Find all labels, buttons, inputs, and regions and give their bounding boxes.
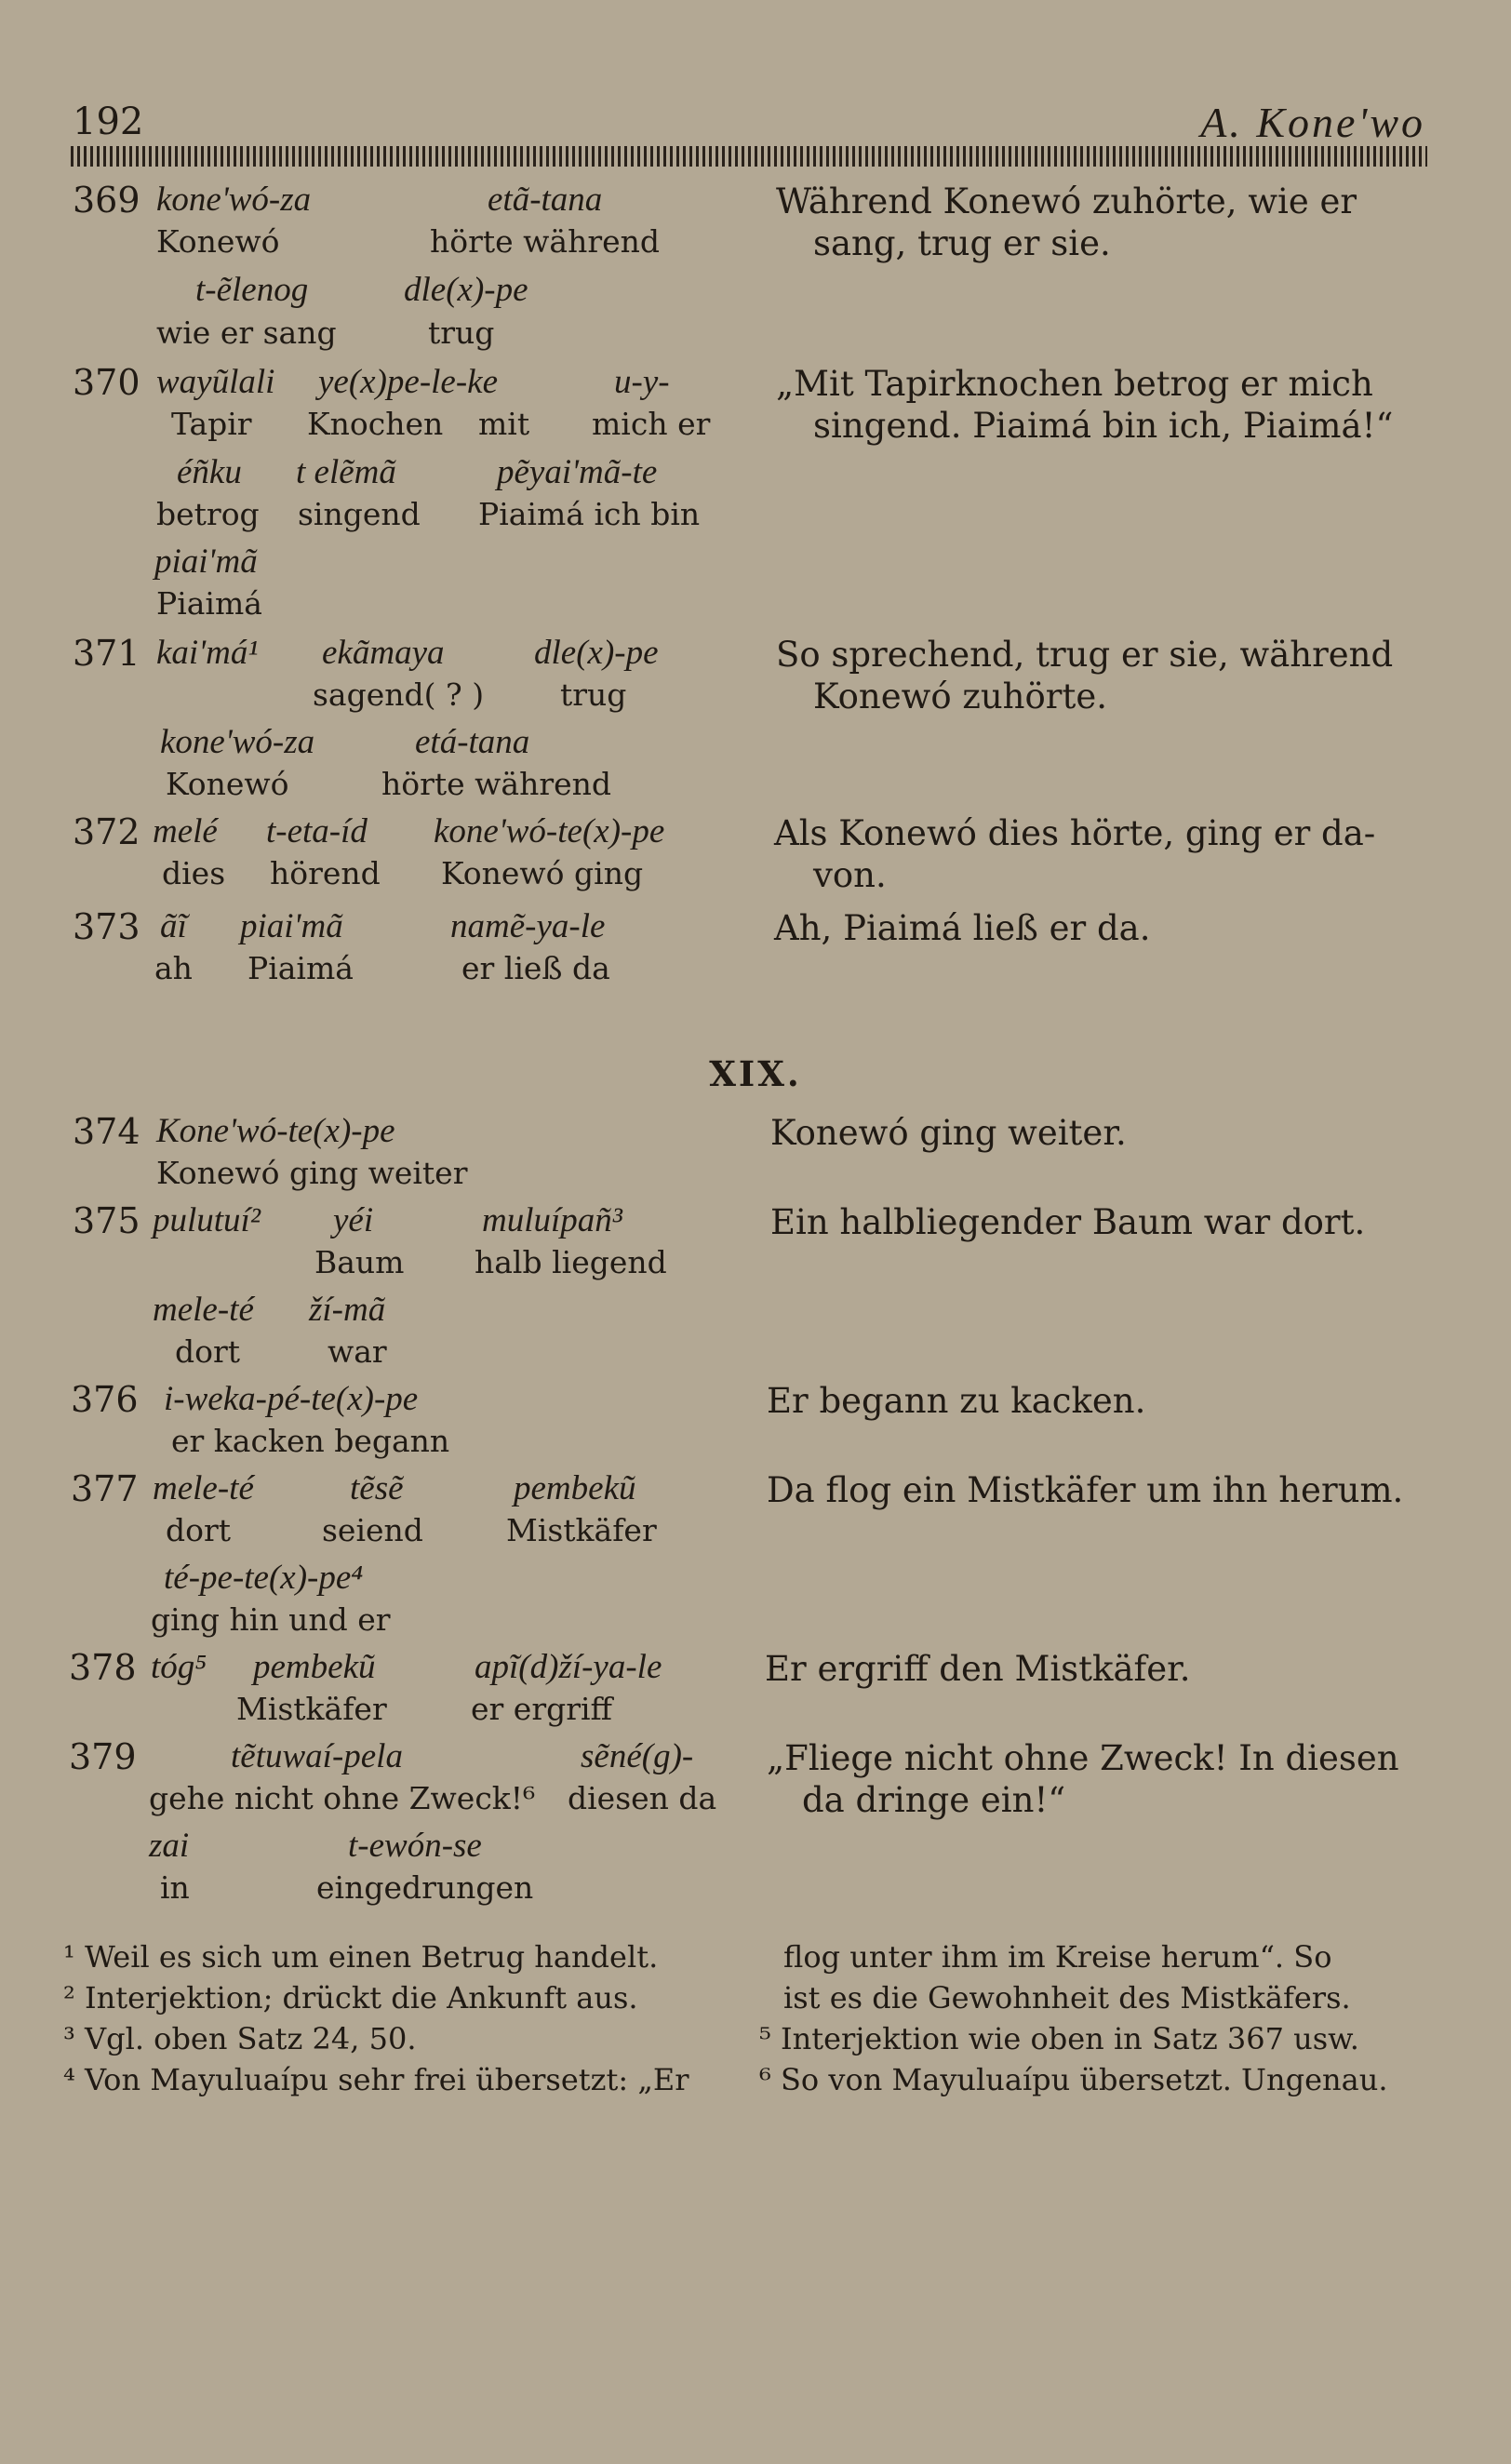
translation-line: singend. Piaimá bin ich, Piaimá!“	[813, 406, 1394, 446]
gloss-word: Mistkäfer	[236, 1691, 387, 1727]
footnote-line: ⁴ Von Mayuluaípu sehr frei übersetzt: „Er	[63, 2062, 689, 2097]
original-word: piai'mã	[154, 542, 258, 581]
original-word: kone'wó-za	[156, 181, 312, 219]
gloss-word: mit	[478, 406, 530, 442]
gloss-word: er ergriff	[471, 1691, 612, 1727]
gloss-word: diesen da	[568, 1780, 717, 1816]
original-word: yéi	[333, 1201, 374, 1239]
sentence-number: 373	[73, 906, 140, 947]
gloss-word: ah	[154, 950, 193, 986]
gloss-word: Piaimá	[156, 585, 262, 622]
gloss-word: singend	[298, 496, 421, 532]
gloss-word: Tapir	[171, 406, 252, 442]
translation-line: „Mit Tapirknochen betrog er mich	[776, 364, 1373, 404]
sentence-number: 376	[71, 1379, 139, 1420]
original-word: kai'má¹	[156, 634, 259, 672]
original-word: pembekũ	[253, 1648, 376, 1686]
gloss-word: eingedrungen	[316, 1869, 534, 1906]
original-word: mele-té	[153, 1469, 254, 1507]
gloss-word: er kacken begann	[171, 1423, 450, 1459]
original-word: pulutuí²	[153, 1201, 261, 1239]
gloss-word: in	[160, 1869, 190, 1906]
original-word: dle(x)-pe	[534, 634, 659, 672]
translation-line: „Fliege nicht ohne Zweck! In diesen	[767, 1738, 1399, 1778]
original-word: kone'wó-te(x)-pe	[434, 812, 665, 850]
translation-line: sang, trug er sie.	[813, 223, 1111, 263]
gloss-word: Konewó	[156, 223, 280, 260]
footnote-line: ³ Vgl. oben Satz 24, 50.	[63, 2021, 417, 2056]
original-word: t-eta-íd	[266, 812, 368, 850]
original-word: pẽyai'mã-te	[497, 453, 658, 491]
sentence-number: 370	[73, 362, 140, 403]
original-word: i-weka-pé-te(x)-pe	[164, 1380, 419, 1418]
original-word: éñku	[177, 453, 242, 491]
original-word: ye(x)pe-le-ke	[318, 363, 499, 401]
translation-line: Ein halbliegender Baum war dort.	[770, 1202, 1366, 1242]
translation-line: von.	[813, 855, 887, 895]
header-rule	[71, 146, 1427, 167]
gloss-word: wie er sang	[156, 315, 337, 351]
running-title: A. Kone'wo	[1200, 99, 1425, 146]
gloss-word: Baum	[314, 1244, 405, 1280]
gloss-word: Konewó	[166, 766, 289, 802]
original-word: etá-tana	[415, 723, 530, 761]
gloss-word: seiend	[322, 1512, 423, 1548]
original-word: apĩ(d)ží-ya-le	[475, 1648, 662, 1686]
original-word: ãĩ	[160, 907, 187, 945]
sentence-number: 377	[71, 1468, 139, 1509]
sentence-number: 379	[69, 1736, 137, 1777]
original-word: sẽné(g)-	[581, 1737, 694, 1775]
sentence-number: 371	[73, 633, 140, 674]
gloss-word: Piaimá	[247, 950, 354, 986]
gloss-word: Konewó ging weiter	[156, 1155, 468, 1191]
original-word: t-ẽlenog	[195, 271, 309, 309]
gloss-word: war	[328, 1333, 387, 1370]
gloss-word: hörte während	[430, 223, 661, 260]
translation-line: Ah, Piaimá ließ er da.	[774, 908, 1151, 948]
gloss-word: halb liegend	[475, 1244, 667, 1280]
translation-line: So sprechend, trug er sie, während	[776, 635, 1394, 675]
section-heading: XIX.	[709, 1053, 802, 1094]
footnote-line: ¹ Weil es sich um einen Betrug handelt.	[63, 1939, 659, 1975]
original-word: t elẽmã	[296, 453, 396, 491]
original-word: ží-mã	[309, 1291, 386, 1329]
gloss-word: hörend	[270, 855, 381, 891]
original-word: té-pe-te(x)-pe⁴	[164, 1559, 364, 1597]
gloss-word: dort	[166, 1512, 232, 1548]
footnote-line: ist es die Gewohnheit des Mistkäfers.	[783, 1980, 1351, 2015]
translation-line: Konewó zuhörte.	[813, 676, 1107, 716]
gloss-word: Mistkäfer	[506, 1512, 657, 1548]
translation-line: Konewó ging weiter.	[770, 1113, 1127, 1153]
gloss-word: dort	[175, 1333, 241, 1370]
gloss-word: Knochen	[307, 406, 444, 442]
sentence-number: 374	[73, 1111, 140, 1152]
original-word: dle(x)-pe	[404, 271, 528, 309]
translation-line: Er ergriff den Mistkäfer.	[765, 1649, 1191, 1689]
sentence-number: 369	[73, 180, 140, 221]
gloss-word: betrog	[156, 496, 260, 532]
footnote-line: ⁶ So von Mayuluaípu übersetzt. Ungenau.	[759, 2062, 1388, 2097]
original-word: tẽtuwaí-pela	[231, 1737, 403, 1775]
sentence-number: 378	[69, 1647, 137, 1688]
original-word: tóg⁵	[151, 1648, 207, 1686]
original-word: muluípañ³	[482, 1201, 622, 1239]
translation-line: Als Konewó dies hörte, ging er da-	[774, 813, 1376, 853]
original-word: piai'mã	[240, 907, 343, 945]
gloss-word: ging hin und er	[151, 1601, 391, 1638]
original-word: namẽ-ya-le	[450, 907, 606, 945]
gloss-word: Konewó ging	[441, 855, 644, 891]
translation-line: Da flog ein Mistkäfer um ihn herum.	[767, 1470, 1404, 1510]
gloss-word: mich er	[592, 406, 711, 442]
original-word: tẽsẽ	[350, 1469, 404, 1507]
original-word: mele-té	[153, 1291, 254, 1329]
original-word: u-y-	[614, 363, 670, 401]
original-word: etã-tana	[488, 181, 603, 219]
translation-line: Er begann zu kacken.	[767, 1381, 1146, 1421]
sentence-number: 375	[73, 1200, 140, 1241]
gloss-word: Piaimá ich bin	[478, 496, 701, 532]
gloss-word: trug	[560, 676, 627, 713]
sentence-number: 372	[73, 811, 140, 852]
gloss-word: dies	[162, 855, 226, 891]
original-word: wayũlali	[156, 363, 275, 401]
footnote-line: flog unter ihm im Kreise herum“. So	[783, 1939, 1332, 1975]
original-word: melé	[153, 812, 218, 850]
footnote-line: ² Interjektion; drückt die Ankunft aus.	[63, 1980, 638, 2015]
original-word: kone'wó-za	[160, 723, 315, 761]
footnote-line: ⁵ Interjektion wie oben in Satz 367 usw.	[759, 2021, 1359, 2056]
gloss-word: sagend( ? )	[313, 676, 485, 713]
gloss-word: trug	[428, 315, 495, 351]
translation-line: da dringe ein!“	[802, 1780, 1066, 1820]
page-number: 192	[73, 100, 144, 143]
original-word: zai	[149, 1827, 190, 1865]
gloss-word: hörte während	[381, 766, 612, 802]
original-word: pembekũ	[514, 1469, 636, 1507]
original-word: Kone'wó-te(x)-pe	[156, 1112, 395, 1150]
translation-line: Während Konewó zuhörte, wie er	[776, 181, 1357, 221]
gloss-word: gehe nicht ohne Zweck!⁶	[149, 1780, 536, 1816]
original-word: ekãmaya	[322, 634, 445, 672]
original-word: t-ewón-se	[348, 1827, 482, 1865]
gloss-word: er ließ da	[461, 950, 610, 986]
